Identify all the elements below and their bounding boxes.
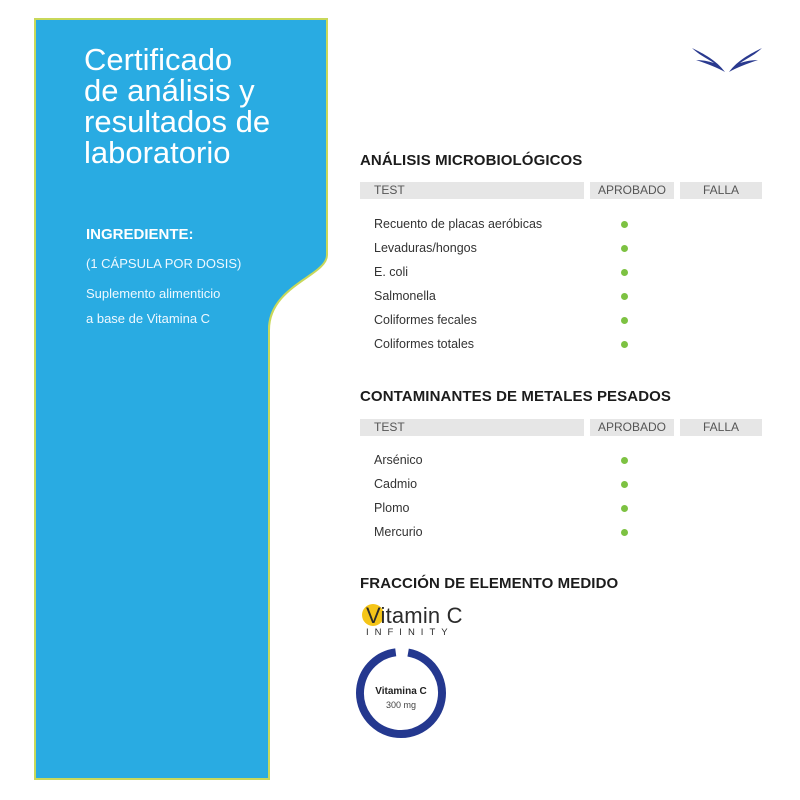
- page-title: [84, 44, 324, 168]
- table-row-test: Mercurio: [374, 525, 423, 539]
- brand-logo-name: Vitamin C: [366, 603, 463, 628]
- brand-logo-subtitle: INFINITY: [366, 627, 454, 638]
- ingredient-description-line: a base de Vitamina C: [86, 311, 211, 326]
- column-header-test: TEST: [360, 419, 584, 436]
- wings-logo-icon: [690, 46, 764, 74]
- table-row-test: E. coli: [374, 265, 409, 279]
- approved-dot-icon: [621, 317, 628, 324]
- approved-dot-icon: [621, 293, 628, 300]
- table-row-test: Levaduras/hongos: [374, 241, 477, 255]
- approved-dot-icon: [621, 457, 628, 464]
- column-header-fail: FALLA: [680, 182, 762, 199]
- approved-dot-icon: [621, 529, 628, 536]
- ingredient-description-line: Suplemento alimenticio: [86, 286, 221, 301]
- approved-dot-icon: [621, 221, 628, 228]
- approved-dot-icon: [621, 245, 628, 252]
- approved-dot-icon: [621, 269, 628, 276]
- approved-dot-icon: [621, 481, 628, 488]
- microbiological-title: ANÁLISIS MICROBIOLÓGICOS: [360, 152, 583, 169]
- column-header-fail: FALLA: [680, 419, 762, 436]
- ingredient-heading: INGREDIENTE:: [86, 226, 194, 243]
- table-row-test: Cadmio: [374, 477, 418, 491]
- fraction-title: FRACCIÓN DE ELEMENTO MEDIDO: [360, 575, 619, 592]
- title-line: de análisis y: [84, 73, 255, 108]
- element-value: 300 mg: [385, 700, 417, 710]
- column-header-approved: APROBADO: [590, 182, 674, 199]
- element-label: Vitamina C: [375, 686, 427, 697]
- column-header-test: TEST: [360, 182, 584, 199]
- ingredient-dose: (1 CÁPSULA POR DOSIS): [86, 256, 242, 271]
- table-row-test: Arsénico: [374, 453, 423, 467]
- approved-dot-icon: [621, 505, 628, 512]
- approved-dot-icon: [621, 341, 628, 348]
- table-row-test: Plomo: [374, 501, 410, 515]
- column-header-approved: APROBADO: [590, 419, 674, 436]
- table-row-test: Coliformes totales: [374, 337, 475, 351]
- table-row-test: Recuento de placas aeróbicas: [374, 217, 543, 231]
- table-row-test: Coliformes fecales: [374, 313, 477, 327]
- heavy-metals-title: CONTAMINANTES DE METALES PESADOS: [360, 388, 671, 405]
- table-row-test: Salmonella: [374, 289, 436, 303]
- title-line: Certificado: [84, 42, 233, 77]
- title-line: resultados de: [84, 104, 271, 139]
- title-line: laboratorio: [84, 135, 231, 170]
